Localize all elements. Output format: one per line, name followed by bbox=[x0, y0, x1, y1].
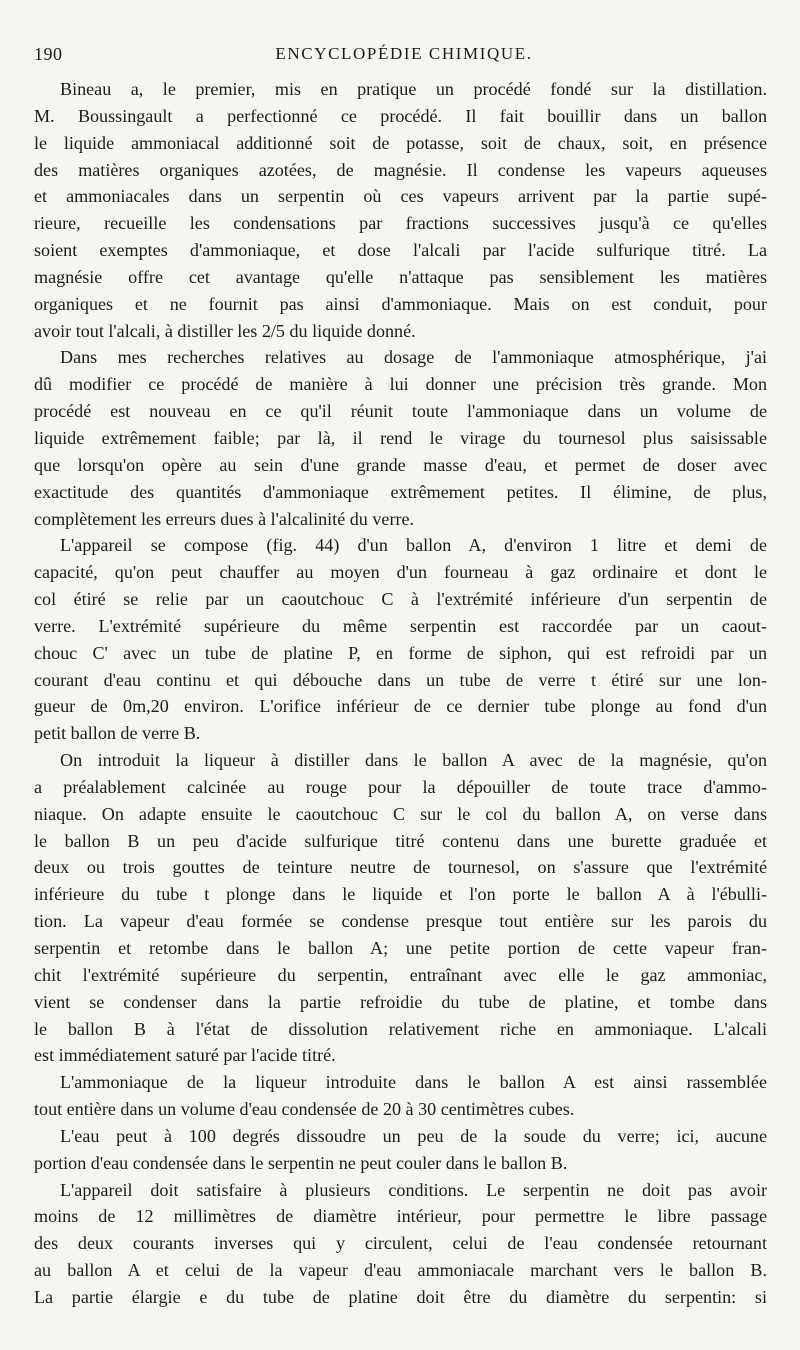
text-line: inférieure du tube t plonge dans le liquide et l'on porte le ballon A à l'ébulli- bbox=[34, 884, 767, 905]
body-text bbox=[34, 76, 767, 1311]
text-line: chouc C' avec un tube de platine P, en forme de siphon, qui est refroidi par un bbox=[34, 642, 767, 663]
text-line: au ballon A et celui de la vapeur d'eau ammoniacale marchant vers le ballon B. bbox=[34, 1260, 767, 1281]
text-line: rieure, recueille les condensations par fractions successives jusqu'à ce qu'elles bbox=[34, 213, 767, 234]
text-line: procédé est nouveau en ce qu'il réunit toute l'ammoniaque dans un volume de bbox=[34, 401, 767, 422]
text-line: des deux courants inverses qui y circulent, celui de l'eau condensée retournant bbox=[34, 1233, 767, 1254]
paragraph bbox=[34, 532, 767, 747]
text-line: M. Boussingault a perfectionné ce procédé. Il fait bouillir dans un ballon bbox=[34, 105, 767, 126]
text-line: complètement les erreurs dues à l'alcalinité du verre. bbox=[34, 508, 415, 529]
text-line: magnésie offre cet avantage qu'elle n'attaque pas sensiblement les matières bbox=[34, 266, 767, 287]
paragraph bbox=[34, 1123, 767, 1177]
text-line: est immédiatement saturé par l'acide titré. bbox=[34, 1045, 336, 1066]
text-line: capacité, qu'on peut chauffer au moyen d'un fourneau à gaz ordinaire et dont le bbox=[34, 562, 767, 583]
text-line: liquide extrêmement faible; par là, il rend le virage du tournesol plus saisissable bbox=[34, 427, 767, 448]
page-header bbox=[34, 40, 774, 70]
text-line: niaque. On adapte ensuite le caoutchouc C sur le col du ballon A, on verse dans bbox=[34, 803, 767, 824]
text-line: organiques et ne fournit pas ainsi d'ammoniaque. Mais on est conduit, pour bbox=[34, 293, 767, 314]
text-line: chit l'extrémité supérieure du serpentin, entraînant avec elle le gaz ammoniac, bbox=[34, 964, 767, 985]
text-line: L'eau peut à 100 degrés dissoudre un peu de la soude du verre; ici, aucune bbox=[60, 1125, 767, 1146]
text-line: L'appareil se compose (fig. 44) d'un ballon A, d'environ 1 litre et demi de bbox=[60, 535, 767, 556]
text-line: On introduit la liqueur à distiller dans le ballon A avec de la magnésie, qu'on bbox=[60, 750, 767, 771]
text-line: courant d'eau continu et qui débouche dans un tube de verre t étiré sur une lon- bbox=[34, 669, 767, 690]
text-line: moins de 12 millimètres de diamètre intérieur, pour permettre le libre passage bbox=[34, 1206, 767, 1227]
text-line: le ballon B un peu d'acide sulfurique titré contenu dans une burette graduée et bbox=[34, 830, 767, 851]
text-line: portion d'eau condensée dans le serpentin ne peut couler dans le ballon B. bbox=[34, 1152, 568, 1173]
text-line: La partie élargie e du tube de platine doit être du diamètre du serpentin: si bbox=[34, 1286, 767, 1307]
text-line: soient exemptes d'ammoniaque, et dose l'alcali par l'acide sulfurique titré. La bbox=[34, 240, 767, 261]
paragraph bbox=[34, 1177, 767, 1311]
text-line: et ammoniacales dans un serpentin où ces vapeurs arrivent par la partie supé- bbox=[34, 186, 767, 207]
text-line: tion. La vapeur d'eau formée se condense presque tout entière sur les parois du bbox=[34, 911, 767, 932]
text-line: L'ammoniaque de la liqueur introduite dans le ballon A est ainsi rassemblée bbox=[60, 1072, 767, 1093]
text-line: verre. L'extrémité supérieure du même serpentin est raccordée par un caout- bbox=[34, 615, 767, 636]
page-number: 190 bbox=[34, 44, 63, 64]
running-title: ENCYCLOPÉDIE CHIMIQUE. bbox=[275, 44, 533, 63]
text-line: avoir tout l'alcali, à distiller les 2/5 du liquide donné. bbox=[34, 320, 416, 341]
text-line: exactitude des quantités d'ammoniaque extrêmement petites. Il élimine, de plus, bbox=[34, 481, 767, 502]
text-line: serpentin et retombe dans le ballon A; une petite portion de cette vapeur fran- bbox=[34, 938, 767, 958]
text-line: le ballon B à l'état de dissolution relativement riche en ammoniaque. L'alcali bbox=[34, 1018, 767, 1039]
text-line: vient se condenser dans la partie refroidie du tube de platine, et tombe dans bbox=[34, 991, 767, 1012]
text-line: que lorsqu'on opère au sein d'une grande masse d'eau, et permet de doser avec bbox=[34, 454, 767, 475]
text-line: L'appareil doit satisfaire à plusieurs conditions. Le serpentin ne doit pas avoir bbox=[60, 1179, 767, 1200]
text-line: gueur de 0m,20 environ. L'orifice inférieur de ce dernier tube plonge au fond d'un bbox=[34, 696, 767, 717]
text-line: deux ou trois gouttes de teinture neutre de tournesol, on s'assure que l'extrémité bbox=[34, 857, 767, 878]
text-line: col étiré se relie par un caoutchouc C à l'extrémité inférieure d'un serpentin de bbox=[34, 589, 767, 610]
text-line: le liquide ammoniacal additionné soit de potasse, soit de chaux, soit, en présence bbox=[34, 132, 767, 153]
text-line: a préalablement calcinée au rouge pour la dépouiller de toute trace d'ammo- bbox=[34, 776, 767, 797]
text-line: petit ballon de verre B. bbox=[34, 723, 201, 744]
text-line: des matières organiques azotées, de magnésie. Il condense les vapeurs aqueuses bbox=[34, 159, 767, 180]
text-line: dû modifier ce procédé de manière à lui donner une précision très grande. Mon bbox=[34, 374, 767, 395]
paragraph bbox=[34, 1069, 767, 1123]
text-line: Dans mes recherches relatives au dosage de l'ammoniaque atmosphérique, j'ai bbox=[60, 347, 767, 368]
paragraph bbox=[34, 344, 767, 532]
paragraph bbox=[34, 747, 767, 1069]
text-line: tout entière dans un volume d'eau condensée de 20 à 30 centimètres cubes. bbox=[34, 1099, 575, 1120]
paragraph bbox=[34, 76, 767, 344]
text-line: Bineau a, le premier, mis en pratique un procédé fondé sur la distillation. bbox=[60, 79, 767, 99]
